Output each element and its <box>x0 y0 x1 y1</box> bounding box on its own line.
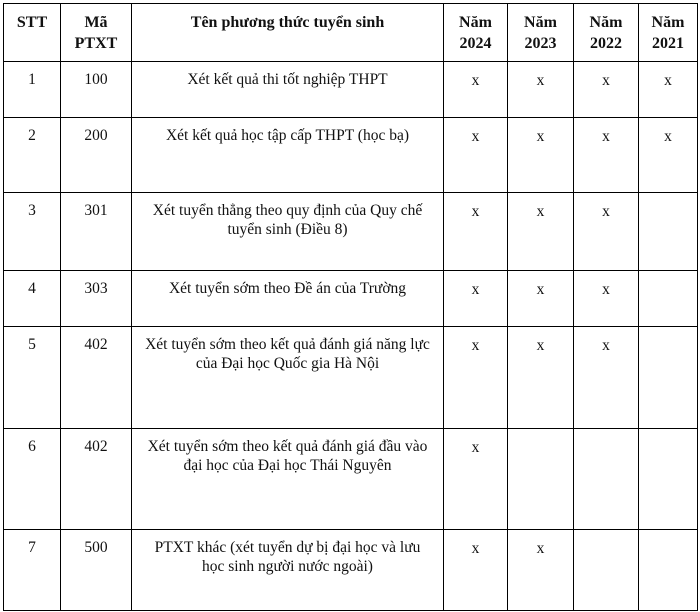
cell-mark-2022: x <box>574 117 639 192</box>
cell-mark-2024: x <box>444 62 508 118</box>
cell-mark-2023: x <box>508 271 574 327</box>
cell-stt: 7 <box>4 530 61 611</box>
cell-mark-2021 <box>639 327 698 429</box>
cell-mark-2021 <box>639 192 698 271</box>
header-code-line1: Mã <box>84 14 108 31</box>
table-row <box>4 192 698 271</box>
header-year-2022-line1: Năm <box>589 14 623 31</box>
header-year-2023-line1: Năm <box>524 14 557 31</box>
header-year-2021 <box>639 4 698 62</box>
cell-code: 303 <box>61 271 132 327</box>
cell-mark-2021 <box>639 428 698 530</box>
cell-mark-2022 <box>574 428 639 530</box>
cell-stt: 3 <box>4 192 61 271</box>
cell-code: 200 <box>61 117 132 192</box>
cell-mark-2021: x <box>639 62 698 118</box>
table-row <box>4 428 698 530</box>
cell-mark-2023: x <box>508 62 574 118</box>
cell-mark-2022: x <box>574 192 639 271</box>
cell-method-name: Xét kết quả học tập cấp THPT (học bạ) <box>132 117 444 192</box>
cell-stt: 6 <box>4 428 61 530</box>
cell-mark-2024: x <box>444 271 508 327</box>
table-row <box>4 327 698 429</box>
cell-stt: 2 <box>4 117 61 192</box>
cell-stt: 5 <box>4 327 61 429</box>
cell-mark-2021 <box>639 530 698 611</box>
header-year-2021-line1: Năm <box>651 14 685 31</box>
cell-method-name: Xét tuyển sớm theo kết quả đánh giá đầu vào đại học của Đại học Thái Nguyên <box>132 428 444 530</box>
header-year-2021-line2: 2021 <box>652 35 684 52</box>
cell-method-name: Xét tuyển sớm theo Đề án của Trường <box>132 271 444 327</box>
header-method-name <box>132 4 444 62</box>
header-method-name-text: Tên phương thức tuyển sinh <box>190 14 385 31</box>
cell-mark-2022 <box>574 530 639 611</box>
header-row <box>4 4 698 62</box>
cell-mark-2023: x <box>508 327 574 429</box>
cell-mark-2023: x <box>508 192 574 271</box>
cell-method-name: PTXT khác (xét tuyển dự bị đại học và lưu học sinh người nước ngoài) <box>132 530 444 611</box>
cell-code: 402 <box>61 428 132 530</box>
cell-mark-2021 <box>639 271 698 327</box>
header-year-2024-line1: Năm <box>459 14 492 31</box>
cell-stt: 1 <box>4 62 61 118</box>
cell-mark-2021: x <box>639 117 698 192</box>
header-stt-text: STT <box>16 14 48 31</box>
cell-mark-2023 <box>508 428 574 530</box>
header-year-2022 <box>574 4 639 62</box>
header-year-2022-line2: 2022 <box>590 35 622 52</box>
cell-mark-2024: x <box>444 117 508 192</box>
header-code-line2: PTXT <box>74 35 118 52</box>
table-row <box>4 271 698 327</box>
cell-mark-2024: x <box>444 530 508 611</box>
cell-code: 301 <box>61 192 132 271</box>
header-year-2024 <box>444 4 508 62</box>
cell-mark-2024: x <box>444 327 508 429</box>
cell-stt: 4 <box>4 271 61 327</box>
table-row <box>4 530 698 611</box>
header-code <box>61 4 132 62</box>
header-stt <box>4 4 61 62</box>
cell-mark-2022: x <box>574 327 639 429</box>
cell-mark-2023: x <box>508 530 574 611</box>
cell-mark-2024: x <box>444 192 508 271</box>
cell-code: 402 <box>61 327 132 429</box>
cell-method-name: Xét tuyển sớm theo kết quả đánh giá năng lực của Đại học Quốc gia Hà Nội <box>132 327 444 429</box>
table-row <box>4 117 698 192</box>
admission-methods-table <box>3 3 698 611</box>
header-year-2024-line2: 2024 <box>459 35 492 52</box>
cell-code: 100 <box>61 62 132 118</box>
cell-method-name: Xét kết quả thi tốt nghiệp THPT <box>132 62 444 118</box>
cell-method-name: Xét tuyển thẳng theo quy định của Quy chế tuyển sinh (Điều 8) <box>132 192 444 271</box>
cell-mark-2022: x <box>574 62 639 118</box>
header-year-2023-line2: 2023 <box>524 35 557 52</box>
table-row <box>4 62 698 118</box>
cell-mark-2024: x <box>444 428 508 530</box>
header-year-2023 <box>508 4 574 62</box>
cell-mark-2023: x <box>508 117 574 192</box>
cell-code: 500 <box>61 530 132 611</box>
cell-mark-2022: x <box>574 271 639 327</box>
